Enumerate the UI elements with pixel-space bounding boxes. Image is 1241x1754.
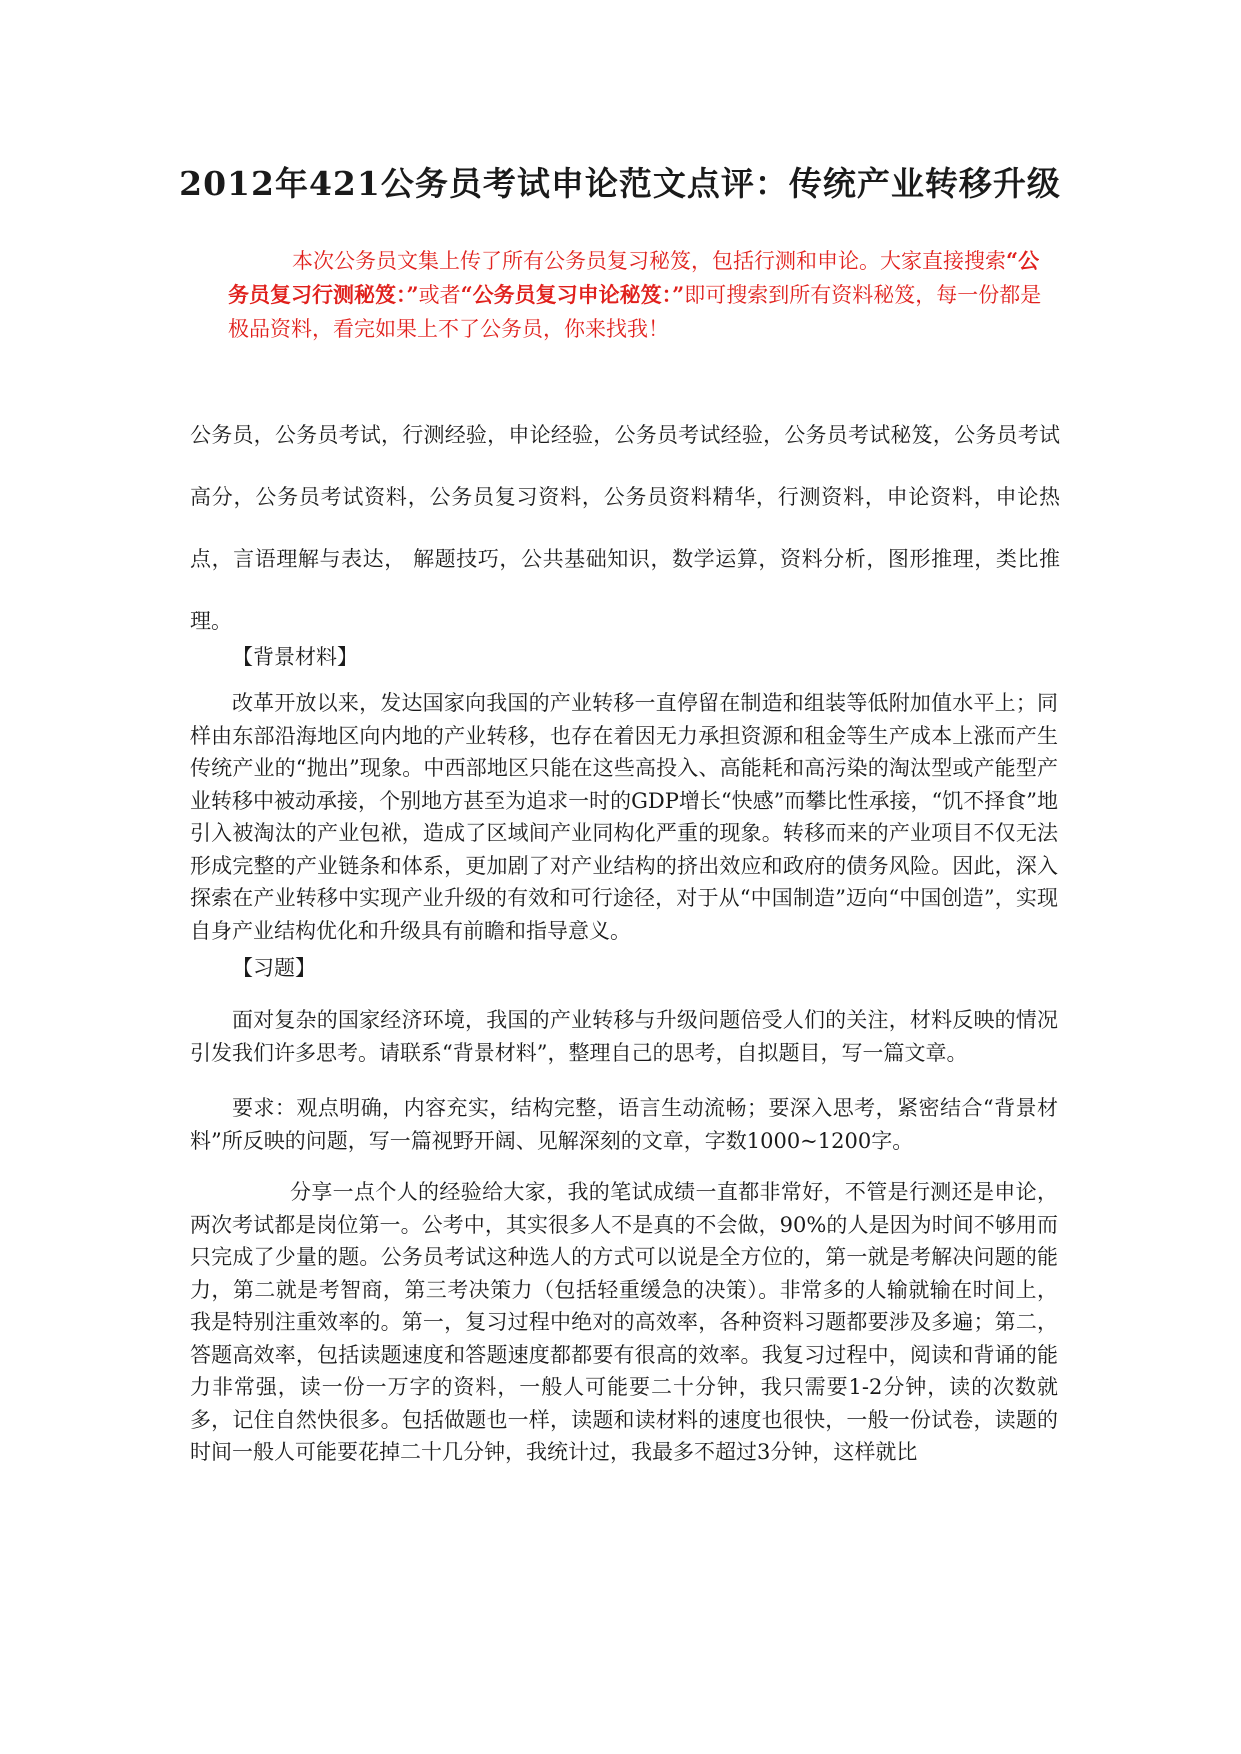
promo-notice: [228, 244, 1058, 346]
requirement-text: 要求：观点明确，内容充实，结构完整，语言生动流畅；要深入思考，紧密结合“背景材料”所反映的问题，写一篇视野开阔、见解深刻的文章，字数1000~1200字。: [190, 1096, 1058, 1153]
promo-text-1: 本次公务员文集上传了所有公务员复习秘笈，包括行测和申论。大家直接搜索: [292, 249, 1006, 273]
promo-text-2: 或者: [418, 283, 461, 307]
background-paragraph: [190, 687, 1058, 947]
background-text: 改革开放以来，发达国家向我国的产业转移一直停留在制造和组装等低附加值水平上；同样由东部沿海地区向内地的产业转移，也存在着因无力承担资源和租金等生产成本上涨而产生传统产业的“抛出”现象。中西部地区只能在这些高投入、高能耗和高污染的淘汰型或产能型产业转移中被动承接，个别地方甚至为追求一时的GDP增长“快感”而攀比性承接，“饥不择食”地引入被淘汰的产业包袱，造成了区域间产业同构化严重的现象。转移而来的产业项目不仅无法形成完整的产业链条和体系，更加剧了对产业结构的挤出效应和政府的债务风险。因此，深入探索在产业转移中实现产业升级的有效和可行途径，对于从“中国制造”迈向“中国创造”，实现自身产业结构优化和升级具有前瞻和指导意义。: [190, 691, 1058, 943]
background-heading: 【背景材料】: [232, 645, 358, 669]
requirement-paragraph: [190, 1092, 1058, 1157]
promo-keyword-shenlun: “公务员复习申论秘笈：”: [460, 282, 685, 307]
exercise-paragraph: [190, 1004, 1058, 1069]
experience-paragraph: [190, 1176, 1058, 1469]
promo-keyword-xingce: “公务员复习行测秘笈：”: [228, 248, 1040, 307]
experience-text: 分享一点个人的经验给大家，我的笔试成绩一直都非常好，不管是行测还是申论，两次考试都是岗位第一。公考中，其实很多人不是真的不会做，90%的人是因为时间不够用而只完成了少量的题。公务员考试这种选人的方式可以说是全方位的，第一就是考解决问题的能力，第二就是考智商，第三考决策力（包括轻重缓急的决策）。非常多的人输就输在时间上，我是特别注重效率的。第一，复习过程中绝对的高效率，各种资料习题都要涉及多遍；第二，答题高效率，包括读题速度和答题速度都都要有很高的效率。我复习过程中，阅读和背诵的能力非常强，读一份一万字的资料，一般人可能要二十分钟，我只需要1-2分钟，读的次数就多，记住自然快很多。包括做题也一样，读题和读材料的速度也很快，一般一份试卷，读题的时间一般人可能要花掉二十几分钟，我统计过，我最多不超过3分钟，这样就比: [190, 1180, 1058, 1464]
exercise-text: 面对复杂的国家经济环境，我国的产业转移与升级问题倍受人们的关注，材料反映的情况引发我们许多思考。请联系“背景材料”，整理自己的思考，自拟题目，写一篇文章。: [190, 1008, 1058, 1065]
promo-text-3: 即可搜索到所有资料秘笈，每一份都是极品资料，看完如果上不了公务员，你来找我！: [228, 283, 1042, 341]
document-title: 2012年421公务员考试申论范文点评：传统产业转移升级: [179, 164, 1061, 203]
exercise-heading: 【习题】: [232, 956, 316, 980]
keyword-list: 公务员，公务员考试，行测经验，申论经验，公务员考试经验，公务员考试秘笈，公务员考试高分，公务员考试资料，公务员复习资料，公务员资料精华，行测资料，申论资料，申论热点，言语理解与表达， 解题技巧，公共基础知识，数学运算，资料分析，图形推理，类比推理。: [190, 423, 1060, 633]
